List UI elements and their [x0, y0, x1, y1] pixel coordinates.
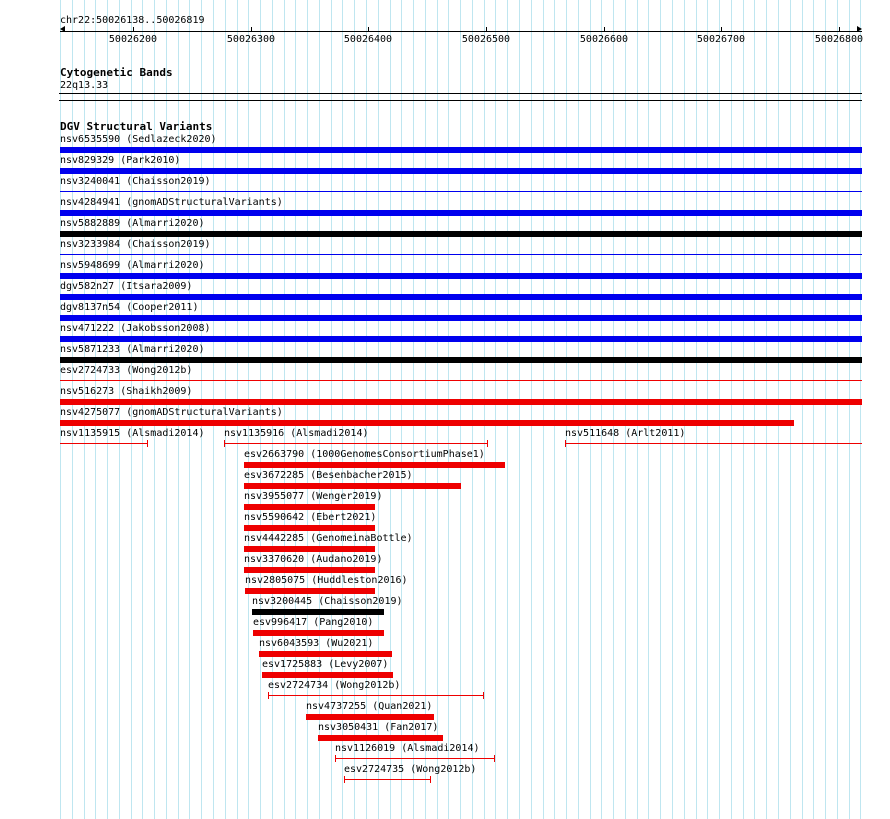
grid-line: [696, 0, 697, 819]
variant-label[interactable]: nsv3200445 (Chaisson2019): [252, 596, 403, 607]
variant-label[interactable]: nsv5948699 (Almarri2020): [60, 260, 205, 271]
grid-line: [590, 0, 591, 819]
variant-feature-bar[interactable]: [60, 210, 862, 216]
variant-feature-bar[interactable]: [253, 630, 384, 636]
variant-feature-bar[interactable]: [60, 357, 862, 363]
variant-label[interactable]: nsv3240041 (Chaisson2019): [60, 176, 211, 187]
variant-label[interactable]: dgv8137n54 (Cooper2011): [60, 302, 199, 313]
variant-feature-bar[interactable]: [60, 191, 862, 192]
cytoband-label: 22q13.33: [60, 80, 109, 91]
grid-line: [707, 0, 708, 819]
variant-label[interactable]: nsv4442285 (GenomeinaBottle): [244, 533, 413, 544]
grid-line: [531, 0, 532, 819]
variant-end-mark: [147, 440, 148, 447]
variant-label[interactable]: esv2724734 (Wong2012b): [268, 680, 401, 691]
grid-line: [672, 0, 673, 819]
variant-label[interactable]: nsv1135916 (Alsmadi2014): [224, 428, 369, 439]
variant-feature-bar[interactable]: [262, 672, 393, 678]
grid-line: [802, 0, 803, 819]
variant-feature-bar[interactable]: [60, 315, 862, 321]
variant-label[interactable]: nsv6043593 (Wu2021): [259, 638, 374, 649]
grid-line: [613, 0, 614, 819]
variant-end-mark: [268, 692, 269, 699]
grid-line: [766, 0, 767, 819]
grid-line: [342, 0, 343, 819]
variant-end-mark: [494, 755, 495, 762]
grid-line: [790, 0, 791, 819]
cytoband-line: [59, 93, 862, 94]
grid-line: [566, 0, 567, 819]
ruler-axis: [60, 31, 862, 32]
variant-feature-bar[interactable]: [60, 231, 862, 237]
variant-feature-bar[interactable]: [344, 779, 430, 780]
ruler-tick-label: 50026800: [814, 34, 864, 45]
grid-line: [813, 0, 814, 819]
variant-feature-bar[interactable]: [60, 147, 862, 153]
ruler-tick-label: 50026600: [579, 34, 629, 45]
variant-label[interactable]: nsv5871233 (Almarri2020): [60, 344, 205, 355]
variant-label[interactable]: esv3672285 (Besenbacher2015): [244, 470, 413, 481]
variant-feature-bar[interactable]: [224, 443, 487, 444]
variant-label[interactable]: nsv3233984 (Chaisson2019): [60, 239, 211, 250]
variant-feature-bar[interactable]: [306, 714, 434, 720]
grid-line: [648, 0, 649, 819]
grid-line: [684, 0, 685, 819]
variant-label[interactable]: nsv5590642 (Ebert2021): [244, 512, 377, 523]
grid-line: [543, 0, 544, 819]
variant-label[interactable]: nsv511648 (Arlt2011): [565, 428, 686, 439]
variant-end-mark: [335, 755, 336, 762]
ruler-position-label: chr22:50026138..50026819: [60, 15, 205, 26]
variant-feature-bar[interactable]: [259, 651, 392, 657]
variant-feature-bar[interactable]: [60, 254, 862, 255]
ruler-tick: [133, 27, 134, 32]
variant-feature-bar[interactable]: [268, 695, 483, 696]
variant-label[interactable]: nsv2805075 (Huddleston2016): [245, 575, 408, 586]
ruler-tick-label: 50026400: [343, 34, 393, 45]
grid-line: [390, 0, 391, 819]
variant-end-mark: [565, 440, 566, 447]
variant-label[interactable]: dgv582n27 (Itsara2009): [60, 281, 193, 292]
grid-line: [637, 0, 638, 819]
ruler-tick: [604, 27, 605, 32]
variant-feature-bar[interactable]: [60, 380, 862, 381]
scroll-right-arrow-icon[interactable]: [857, 26, 862, 32]
grid-line: [719, 0, 720, 819]
grid-line: [507, 0, 508, 819]
grid-line: [837, 0, 838, 819]
ruler-tick: [368, 27, 369, 32]
grid-line: [625, 0, 626, 819]
variant-feature-bar[interactable]: [60, 420, 794, 426]
variant-label[interactable]: nsv4284941 (gnomADStructuralVariants): [60, 197, 283, 208]
variant-label[interactable]: nsv4737255 (Quan2021): [306, 701, 433, 712]
grid-line: [448, 0, 449, 819]
variant-label[interactable]: esv996417 (Pang2010): [253, 617, 374, 628]
ruler-tick: [721, 27, 722, 32]
variant-label[interactable]: esv2663790 (1000GenomesConsortiumPhase1): [244, 449, 485, 460]
variant-label[interactable]: esv2724735 (Wong2012b): [344, 764, 477, 775]
grid-line: [378, 0, 379, 819]
variant-label[interactable]: nsv471222 (Jakobsson2008): [60, 323, 211, 334]
grid-line: [460, 0, 461, 819]
variant-feature-bar[interactable]: [60, 399, 862, 405]
grid-line: [472, 0, 473, 819]
ruler-tick-label: 50026500: [461, 34, 511, 45]
variant-label[interactable]: nsv516273 (Shaikh2009): [60, 386, 193, 397]
variant-feature-bar[interactable]: [244, 462, 505, 468]
variant-label[interactable]: nsv3370620 (Audano2019): [244, 554, 383, 565]
grid-line: [425, 0, 426, 819]
variant-feature-bar[interactable]: [244, 567, 375, 573]
variant-feature-bar[interactable]: [318, 735, 443, 741]
grid-line: [731, 0, 732, 819]
variant-feature-bar[interactable]: [244, 504, 375, 510]
grid-line: [860, 0, 861, 819]
ruler-tick: [839, 27, 840, 32]
ruler-tick-label: 50026700: [696, 34, 746, 45]
variant-feature-bar[interactable]: [60, 168, 862, 174]
variant-feature-bar[interactable]: [60, 336, 862, 342]
grid-line: [484, 0, 485, 819]
variant-feature-bar[interactable]: [244, 546, 375, 552]
grid-line: [354, 0, 355, 819]
ruler-tick: [486, 27, 487, 32]
ruler-tick: [251, 27, 252, 32]
variant-label[interactable]: esv2724733 (Wong2012b): [60, 365, 193, 376]
grid-line: [331, 0, 332, 819]
variant-feature-bar[interactable]: [60, 443, 147, 444]
variant-feature-bar[interactable]: [60, 273, 862, 279]
variant-label[interactable]: nsv3955077 (Wenger2019): [244, 491, 383, 502]
grid-line: [660, 0, 661, 819]
variant-label[interactable]: nsv1126019 (Alsmadi2014): [335, 743, 480, 754]
grid-line: [437, 0, 438, 819]
track-separator: [59, 100, 862, 101]
grid-line: [319, 0, 320, 819]
variant-feature-bar[interactable]: [244, 483, 461, 489]
variant-label[interactable]: nsv5882889 (Almarri2020): [60, 218, 205, 229]
grid-line: [366, 0, 367, 819]
variant-label[interactable]: nsv3050431 (Fan2017): [318, 722, 439, 733]
grid-line: [554, 0, 555, 819]
variant-label[interactable]: nsv829329 (Park2010): [60, 155, 181, 166]
grid-line: [578, 0, 579, 819]
variant-feature-bar[interactable]: [244, 525, 375, 531]
ruler-tick-label: 50026300: [226, 34, 276, 45]
variant-feature-bar[interactable]: [252, 609, 384, 615]
variant-end-mark: [483, 692, 484, 699]
grid-line: [284, 0, 285, 819]
variant-label[interactable]: nsv6535590 (Sedlazeck2020): [60, 134, 217, 145]
track-title-dgv-structural-variants: DGV Structural Variants: [60, 120, 213, 133]
grid-line: [495, 0, 496, 819]
grid-line: [778, 0, 779, 819]
grid-line: [754, 0, 755, 819]
grid-line: [743, 0, 744, 819]
grid-line: [413, 0, 414, 819]
grid-line: [825, 0, 826, 819]
variant-label[interactable]: esv1725883 (Levy2007): [262, 659, 389, 670]
variant-end-mark: [487, 440, 488, 447]
variant-label[interactable]: nsv4275077 (gnomADStructuralVariants): [60, 407, 283, 418]
variant-feature-bar[interactable]: [335, 758, 494, 759]
grid-line: [849, 0, 850, 819]
grid-line: [519, 0, 520, 819]
variant-end-mark: [224, 440, 225, 447]
grid-line: [295, 0, 296, 819]
variant-feature-bar[interactable]: [245, 588, 375, 594]
variant-feature-bar[interactable]: [60, 294, 862, 300]
grid-line: [601, 0, 602, 819]
variant-feature-bar[interactable]: [565, 443, 862, 444]
variant-end-mark: [430, 776, 431, 783]
variant-label[interactable]: nsv1135915 (Alsmadi2014): [60, 428, 205, 439]
grid-line: [401, 0, 402, 819]
grid-line: [307, 0, 308, 819]
variant-end-mark: [344, 776, 345, 783]
ruler-tick-label: 50026200: [108, 34, 158, 45]
track-title-cytogenetic-bands: Cytogenetic Bands: [60, 66, 173, 79]
